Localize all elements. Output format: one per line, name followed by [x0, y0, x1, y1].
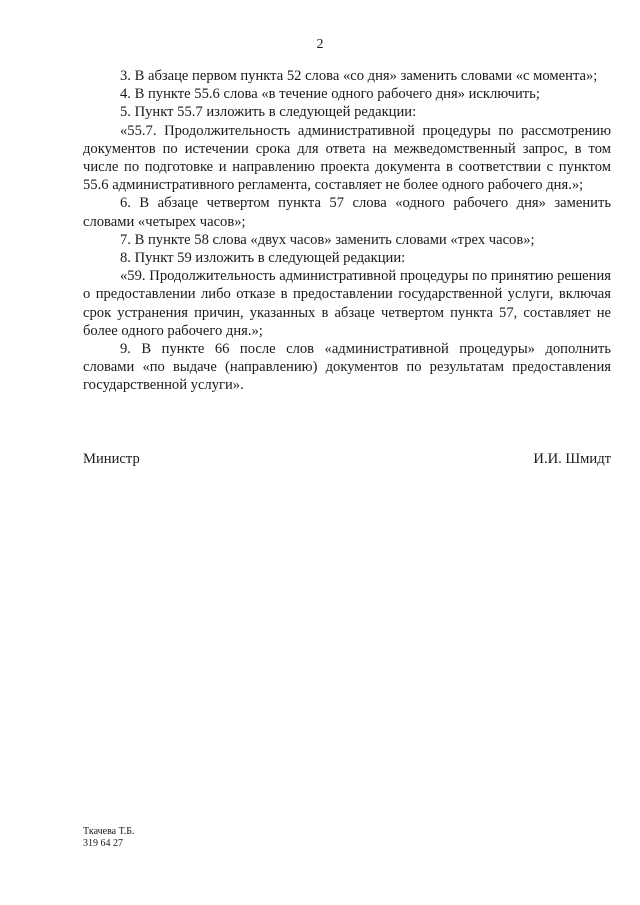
- paragraph-item-9: 9. В пункте 66 после слов «административной процедуры» дополнить словами «по выдаче (направлению) документов по результатам предоставления государственной услуги».: [83, 341, 611, 394]
- paragraph-item-7: 7. В пункте 58 слова «двух часов» заменить словами «трех часов»;: [120, 231, 535, 248]
- executor-name: Ткачева Т.Б.: [83, 826, 135, 837]
- paragraph-item-6: 6. В абзаце четвертом пункта 57 слова «одного рабочего дня» заменить словами «четырех часов»;: [83, 195, 611, 230]
- paragraph-item-8: 8. Пункт 59 изложить в следующей редакции:: [120, 250, 406, 267]
- paragraph-item-5: 5. Пункт 55.7 изложить в следующей редакции:: [120, 104, 417, 121]
- executor-footer: [83, 826, 134, 849]
- paragraph-quote-55-7: «55.7. Продолжительность административной процедуры по рассмотрению документов по истечении срока для ответа на межведомственный запрос, в том числе по подготовке и направлению проекта документа в соответствии с пунктом 55.6 административного регламента, составляет не более одного рабочего дня.»;: [83, 122, 611, 194]
- paragraph-item-4: 4. В пункте 55.6 слова «в течение одного рабочего дня» исключить;: [120, 86, 540, 103]
- paragraph-quote-59: «59. Продолжительность административной процедуры по принятию решения о предоставлении либо отказе в предоставлении государственной услуги, включая срок устранения причин, указанных в абзаце четвертом пункта 57, составляет не более одного рабочего дня.»;: [83, 268, 611, 339]
- signatory-role: Министр: [83, 451, 140, 467]
- executor-phone: 319 64 27: [83, 837, 123, 849]
- signatory-name: И.И. Шмидт: [533, 451, 611, 467]
- document-body: [83, 67, 611, 395]
- paragraph-item-3: 3. В абзаце первом пункта 52 слова «со дня» заменить словами «с момента»;: [120, 68, 598, 84]
- page-number: 2: [316, 37, 324, 52]
